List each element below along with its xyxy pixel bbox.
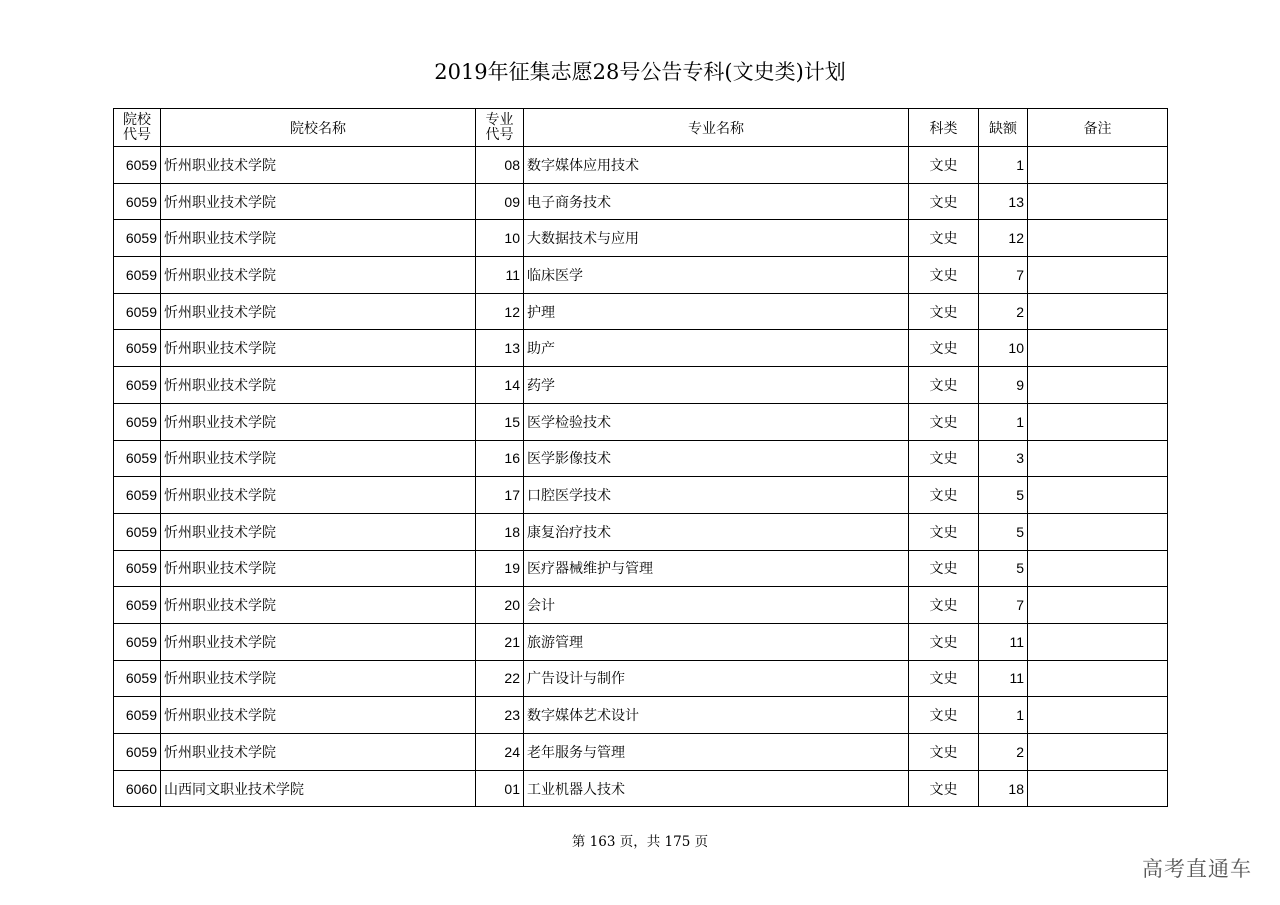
cell-remarks — [1028, 513, 1168, 550]
cell-vacancies: 12 — [979, 220, 1028, 257]
cell-school-name: 忻州职业技术学院 — [161, 147, 476, 184]
cell-school-name: 忻州职业技术学院 — [161, 697, 476, 734]
cell-remarks — [1028, 623, 1168, 660]
cell-school-name: 忻州职业技术学院 — [161, 293, 476, 330]
cell-remarks — [1028, 293, 1168, 330]
cell-major-code: 08 — [476, 147, 524, 184]
cell-remarks — [1028, 367, 1168, 404]
cell-vacancies: 5 — [979, 513, 1028, 550]
header-vacancies: 缺额 — [979, 109, 1028, 147]
cell-school-code: 6059 — [114, 587, 161, 624]
table-row — [114, 697, 1168, 734]
cell-major-name: 会计 — [524, 587, 909, 624]
cell-vacancies: 11 — [979, 623, 1028, 660]
cell-major-code: 18 — [476, 513, 524, 550]
cell-vacancies: 11 — [979, 660, 1028, 697]
cell-remarks — [1028, 660, 1168, 697]
cell-category: 文史 — [909, 183, 979, 220]
cell-vacancies: 1 — [979, 403, 1028, 440]
cell-school-name: 忻州职业技术学院 — [161, 403, 476, 440]
cell-school-code: 6060 — [114, 770, 161, 807]
cell-major-code: 13 — [476, 330, 524, 367]
table-row — [114, 440, 1168, 477]
cell-category: 文史 — [909, 367, 979, 404]
cell-major-code: 22 — [476, 660, 524, 697]
cell-major-code: 16 — [476, 440, 524, 477]
cell-vacancies: 5 — [979, 477, 1028, 514]
header-remarks: 备注 — [1028, 109, 1168, 147]
cell-category: 文史 — [909, 660, 979, 697]
cell-major-name: 电子商务技术 — [524, 183, 909, 220]
table-row — [114, 770, 1168, 807]
header-major-name: 专业名称 — [524, 109, 909, 147]
table-row — [114, 367, 1168, 404]
cell-category: 文史 — [909, 734, 979, 771]
cell-school-name: 忻州职业技术学院 — [161, 623, 476, 660]
cell-major-code: 20 — [476, 587, 524, 624]
cell-major-code: 24 — [476, 734, 524, 771]
cell-major-name: 助产 — [524, 330, 909, 367]
cell-school-code: 6059 — [114, 623, 161, 660]
cell-school-name: 忻州职业技术学院 — [161, 477, 476, 514]
cell-school-name: 山西同文职业技术学院 — [161, 770, 476, 807]
cell-school-code: 6059 — [114, 440, 161, 477]
cell-major-name: 护理 — [524, 293, 909, 330]
cell-vacancies: 18 — [979, 770, 1028, 807]
cell-vacancies: 1 — [979, 697, 1028, 734]
header-major-code: 专业 代号 — [476, 109, 524, 147]
cell-school-code: 6059 — [114, 660, 161, 697]
cell-major-name: 医疗器械维护与管理 — [524, 550, 909, 587]
cell-major-name: 老年服务与管理 — [524, 734, 909, 771]
cell-school-code: 6059 — [114, 183, 161, 220]
header-category: 科类 — [909, 109, 979, 147]
cell-school-name: 忻州职业技术学院 — [161, 550, 476, 587]
table-row — [114, 513, 1168, 550]
cell-major-code: 11 — [476, 257, 524, 294]
table-row — [114, 147, 1168, 184]
cell-school-name: 忻州职业技术学院 — [161, 660, 476, 697]
table-header-row — [114, 109, 1168, 147]
cell-major-code: 15 — [476, 403, 524, 440]
cell-major-code: 01 — [476, 770, 524, 807]
cell-school-code: 6059 — [114, 513, 161, 550]
cell-major-name: 临床医学 — [524, 257, 909, 294]
cell-category: 文史 — [909, 403, 979, 440]
cell-major-code: 21 — [476, 623, 524, 660]
cell-major-name: 大数据技术与应用 — [524, 220, 909, 257]
cell-major-code: 10 — [476, 220, 524, 257]
cell-school-code: 6059 — [114, 293, 161, 330]
cell-remarks — [1028, 183, 1168, 220]
table-row — [114, 550, 1168, 587]
cell-school-code: 6059 — [114, 734, 161, 771]
page-title: 2019年征集志愿28号公告专科(文史类)计划 — [434, 60, 846, 84]
watermark: 高考直通车 — [1142, 857, 1252, 881]
cell-remarks — [1028, 257, 1168, 294]
cell-school-code: 6059 — [114, 477, 161, 514]
cell-major-name: 旅游管理 — [524, 623, 909, 660]
cell-school-name: 忻州职业技术学院 — [161, 183, 476, 220]
cell-remarks — [1028, 403, 1168, 440]
cell-category: 文史 — [909, 587, 979, 624]
table-row — [114, 293, 1168, 330]
cell-category: 文史 — [909, 770, 979, 807]
cell-remarks — [1028, 440, 1168, 477]
cell-school-name: 忻州职业技术学院 — [161, 330, 476, 367]
cell-category: 文史 — [909, 440, 979, 477]
cell-remarks — [1028, 147, 1168, 184]
cell-major-code: 14 — [476, 367, 524, 404]
cell-major-name: 数字媒体艺术设计 — [524, 697, 909, 734]
table-body — [114, 147, 1168, 807]
cell-category: 文史 — [909, 293, 979, 330]
cell-category: 文史 — [909, 697, 979, 734]
plan-table — [113, 108, 1168, 807]
cell-school-code: 6059 — [114, 367, 161, 404]
cell-vacancies: 5 — [979, 550, 1028, 587]
cell-remarks — [1028, 697, 1168, 734]
cell-category: 文史 — [909, 550, 979, 587]
cell-major-name: 广告设计与制作 — [524, 660, 909, 697]
table-row — [114, 734, 1168, 771]
cell-vacancies: 2 — [979, 293, 1028, 330]
cell-major-code: 17 — [476, 477, 524, 514]
cell-vacancies: 9 — [979, 367, 1028, 404]
cell-major-code: 09 — [476, 183, 524, 220]
cell-vacancies: 1 — [979, 147, 1028, 184]
cell-category: 文史 — [909, 220, 979, 257]
cell-school-code: 6059 — [114, 550, 161, 587]
cell-remarks — [1028, 734, 1168, 771]
cell-remarks — [1028, 477, 1168, 514]
cell-remarks — [1028, 330, 1168, 367]
table-row — [114, 660, 1168, 697]
table-row — [114, 330, 1168, 367]
cell-major-name: 药学 — [524, 367, 909, 404]
cell-major-name: 康复治疗技术 — [524, 513, 909, 550]
cell-school-name: 忻州职业技术学院 — [161, 513, 476, 550]
cell-school-name: 忻州职业技术学院 — [161, 367, 476, 404]
cell-major-name: 数字媒体应用技术 — [524, 147, 909, 184]
cell-vacancies: 2 — [979, 734, 1028, 771]
cell-vacancies: 7 — [979, 587, 1028, 624]
table-row — [114, 220, 1168, 257]
cell-vacancies: 3 — [979, 440, 1028, 477]
cell-vacancies: 10 — [979, 330, 1028, 367]
cell-school-name: 忻州职业技术学院 — [161, 257, 476, 294]
cell-major-name: 医学检验技术 — [524, 403, 909, 440]
cell-school-code: 6059 — [114, 257, 161, 294]
cell-category: 文史 — [909, 257, 979, 294]
cell-remarks — [1028, 587, 1168, 624]
cell-vacancies: 13 — [979, 183, 1028, 220]
cell-major-name: 工业机器人技术 — [524, 770, 909, 807]
cell-category: 文史 — [909, 330, 979, 367]
table-row — [114, 587, 1168, 624]
cell-school-code: 6059 — [114, 697, 161, 734]
cell-school-code: 6059 — [114, 147, 161, 184]
cell-vacancies: 7 — [979, 257, 1028, 294]
cell-school-code: 6059 — [114, 220, 161, 257]
cell-category: 文史 — [909, 623, 979, 660]
cell-school-code: 6059 — [114, 403, 161, 440]
table-row — [114, 257, 1168, 294]
table-row — [114, 477, 1168, 514]
cell-category: 文史 — [909, 513, 979, 550]
cell-school-name: 忻州职业技术学院 — [161, 734, 476, 771]
table-row — [114, 403, 1168, 440]
cell-major-code: 23 — [476, 697, 524, 734]
cell-school-code: 6059 — [114, 330, 161, 367]
cell-school-name: 忻州职业技术学院 — [161, 440, 476, 477]
cell-remarks — [1028, 220, 1168, 257]
header-school-name: 院校名称 — [161, 109, 476, 147]
cell-remarks — [1028, 770, 1168, 807]
cell-major-code: 12 — [476, 293, 524, 330]
cell-major-name: 医学影像技术 — [524, 440, 909, 477]
cell-school-name: 忻州职业技术学院 — [161, 220, 476, 257]
cell-category: 文史 — [909, 477, 979, 514]
cell-major-name: 口腔医学技术 — [524, 477, 909, 514]
cell-major-code: 19 — [476, 550, 524, 587]
cell-remarks — [1028, 550, 1168, 587]
table-row — [114, 183, 1168, 220]
cell-school-name: 忻州职业技术学院 — [161, 587, 476, 624]
table-row — [114, 623, 1168, 660]
header-school-code: 院校 代号 — [114, 109, 161, 147]
page-number: 第 163 页，共 175 页 — [571, 834, 709, 850]
cell-category: 文史 — [909, 147, 979, 184]
